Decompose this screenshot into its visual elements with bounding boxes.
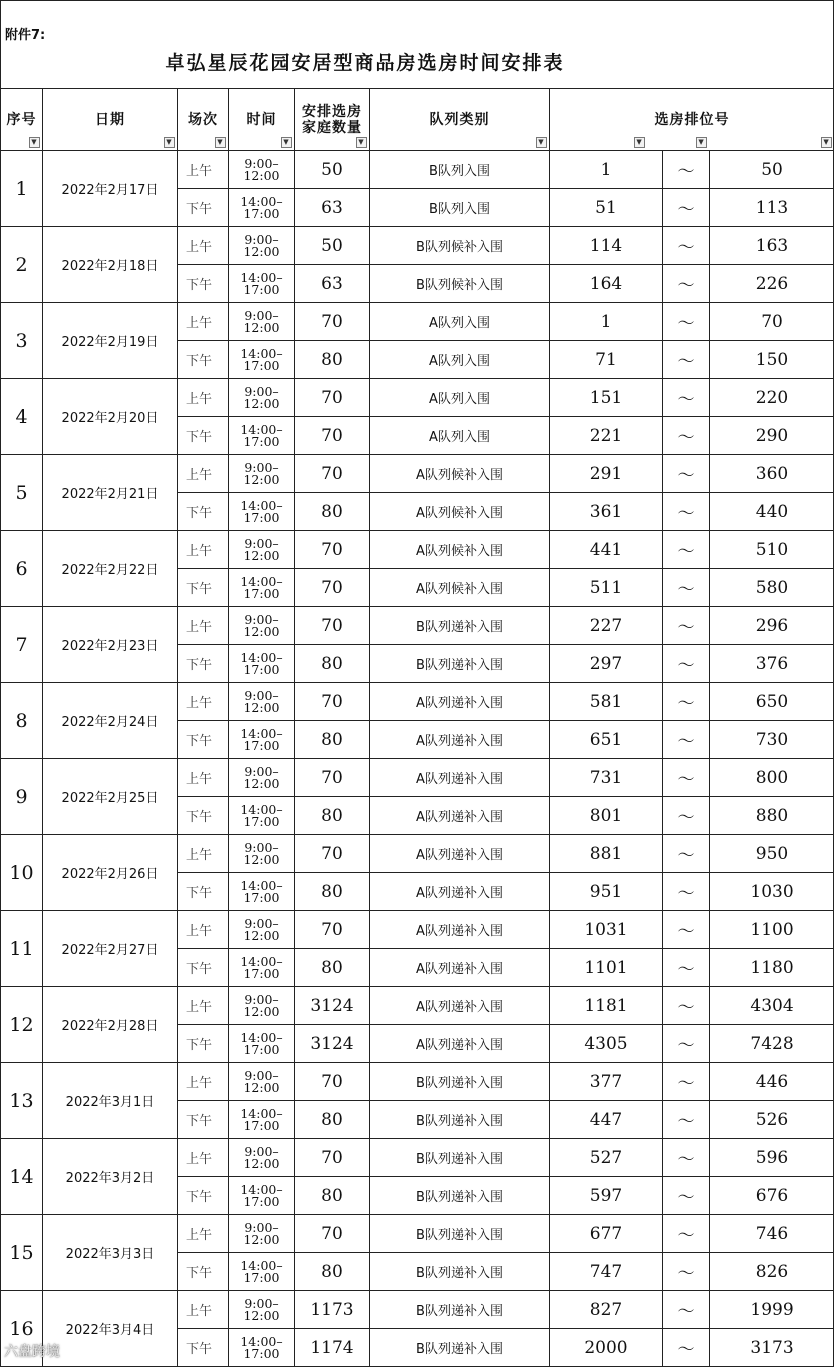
range-tilde: 〜 (663, 607, 710, 645)
time-cell: 14:00– 17:00 (229, 949, 295, 987)
filter-dropdown-icon[interactable]: ▼ (696, 137, 707, 148)
session-cell: 下午 (178, 493, 229, 531)
queue-cell: A队列递补入围 (370, 1025, 550, 1063)
range-from-cell: 1 (550, 303, 663, 341)
time-cell: 9:00– 12:00 (229, 151, 295, 189)
date-cell: 2022年2月20日 (43, 379, 178, 455)
filter-dropdown-icon[interactable]: ▼ (536, 137, 547, 148)
session-cell: 下午 (178, 1025, 229, 1063)
count-cell: 80 (295, 797, 370, 835)
range-tilde: 〜 (663, 341, 710, 379)
range-to-cell: 50 (710, 151, 834, 189)
range-from-cell: 164 (550, 265, 663, 303)
time-cell: 9:00– 12:00 (229, 1215, 295, 1253)
range-from-cell: 221 (550, 417, 663, 455)
count-cell: 70 (295, 1139, 370, 1177)
range-from-cell: 1101 (550, 949, 663, 987)
session-cell: 下午 (178, 569, 229, 607)
range-tilde: 〜 (663, 189, 710, 227)
range-tilde: 〜 (663, 1101, 710, 1139)
queue-cell: A队列递补入围 (370, 721, 550, 759)
seq-cell: 10 (1, 835, 43, 911)
time-cell: 9:00– 12:00 (229, 835, 295, 873)
date-cell: 2022年2月27日 (43, 911, 178, 987)
session-cell: 上午 (178, 303, 229, 341)
session-cell: 上午 (178, 227, 229, 265)
count-cell: 80 (295, 721, 370, 759)
range-tilde: 〜 (663, 797, 710, 835)
queue-cell: A队列候补入围 (370, 569, 550, 607)
range-from-cell: 361 (550, 493, 663, 531)
range-to-cell: 580 (710, 569, 834, 607)
time-cell: 14:00– 17:00 (229, 189, 295, 227)
date-cell: 2022年2月21日 (43, 455, 178, 531)
col-header-count: 安排选房 家庭数量 ▼ (295, 89, 370, 151)
filter-dropdown-icon[interactable]: ▼ (215, 137, 226, 148)
range-from-cell: 377 (550, 1063, 663, 1101)
range-to-cell: 730 (710, 721, 834, 759)
seq-cell: 3 (1, 303, 43, 379)
queue-cell: B队列递补入围 (370, 1215, 550, 1253)
range-tilde: 〜 (663, 1177, 710, 1215)
range-tilde: 〜 (663, 455, 710, 493)
range-to-cell: 1100 (710, 911, 834, 949)
time-cell: 14:00– 17:00 (229, 417, 295, 455)
range-to-cell: 150 (710, 341, 834, 379)
range-to-cell: 446 (710, 1063, 834, 1101)
time-cell: 9:00– 12:00 (229, 379, 295, 417)
queue-cell: B队列递补入围 (370, 645, 550, 683)
range-to-cell: 440 (710, 493, 834, 531)
count-cell: 70 (295, 759, 370, 797)
seq-cell: 14 (1, 1139, 43, 1215)
date-cell: 2022年2月26日 (43, 835, 178, 911)
time-cell: 14:00– 17:00 (229, 873, 295, 911)
range-to-cell: 290 (710, 417, 834, 455)
range-to-cell: 226 (710, 265, 834, 303)
schedule-table (0, 88, 834, 1367)
queue-cell: B队列候补入围 (370, 227, 550, 265)
range-tilde: 〜 (663, 493, 710, 531)
count-cell: 63 (295, 189, 370, 227)
range-from-cell: 747 (550, 1253, 663, 1291)
time-cell: 9:00– 12:00 (229, 607, 295, 645)
seq-cell: 11 (1, 911, 43, 987)
session-cell: 上午 (178, 151, 229, 189)
time-cell: 14:00– 17:00 (229, 1253, 295, 1291)
range-tilde: 〜 (663, 1215, 710, 1253)
session-cell: 上午 (178, 1291, 229, 1329)
date-cell: 2022年3月2日 (43, 1139, 178, 1215)
range-to-cell: 1180 (710, 949, 834, 987)
range-to-cell: 1999 (710, 1291, 834, 1329)
range-tilde: 〜 (663, 759, 710, 797)
session-cell: 下午 (178, 1101, 229, 1139)
time-cell: 9:00– 12:00 (229, 1291, 295, 1329)
queue-cell: A队列入围 (370, 379, 550, 417)
table-row (1, 379, 834, 417)
range-to-cell: 800 (710, 759, 834, 797)
range-tilde: 〜 (663, 645, 710, 683)
queue-cell: A队列候补入围 (370, 531, 550, 569)
time-cell: 9:00– 12:00 (229, 987, 295, 1025)
date-cell: 2022年2月17日 (43, 151, 178, 227)
time-cell: 9:00– 12:00 (229, 1139, 295, 1177)
queue-cell: A队列递补入围 (370, 987, 550, 1025)
range-from-cell: 2000 (550, 1329, 663, 1367)
time-cell: 14:00– 17:00 (229, 1101, 295, 1139)
table-row (1, 835, 834, 873)
count-cell: 63 (295, 265, 370, 303)
table-row (1, 607, 834, 645)
range-tilde: 〜 (663, 873, 710, 911)
range-to-cell: 526 (710, 1101, 834, 1139)
queue-cell: B队列递补入围 (370, 1177, 550, 1215)
seq-cell: 8 (1, 683, 43, 759)
seq-cell: 12 (1, 987, 43, 1063)
range-from-cell: 731 (550, 759, 663, 797)
count-cell: 80 (295, 873, 370, 911)
count-cell: 80 (295, 1253, 370, 1291)
col-header-seq: 序号 ▼ (1, 89, 43, 151)
page-title: 卓弘星辰花园安居型商品房选房时间安排表 (165, 52, 565, 74)
count-cell: 3124 (295, 1025, 370, 1063)
queue-cell: A队列入围 (370, 417, 550, 455)
range-from-cell: 951 (550, 873, 663, 911)
col-header-queue: 队列类别 ▼ (370, 89, 550, 151)
range-from-cell: 1 (550, 151, 663, 189)
range-to-cell: 296 (710, 607, 834, 645)
col-header-session: 场次 ▼ (178, 89, 229, 151)
range-tilde: 〜 (663, 949, 710, 987)
seq-cell: 13 (1, 1063, 43, 1139)
range-to-cell: 950 (710, 835, 834, 873)
range-from-cell: 597 (550, 1177, 663, 1215)
range-tilde: 〜 (663, 417, 710, 455)
range-from-cell: 441 (550, 531, 663, 569)
seq-cell: 2 (1, 227, 43, 303)
seq-cell: 16 (1, 1291, 43, 1367)
watermark-text: 六盘跨境 (4, 1344, 60, 1360)
range-tilde: 〜 (663, 911, 710, 949)
session-cell: 下午 (178, 1329, 229, 1367)
count-cell: 80 (295, 645, 370, 683)
range-tilde: 〜 (663, 227, 710, 265)
session-cell: 上午 (178, 531, 229, 569)
time-cell: 9:00– 12:00 (229, 455, 295, 493)
queue-cell: B队列递补入围 (370, 1329, 550, 1367)
range-from-cell: 677 (550, 1215, 663, 1253)
range-to-cell: 650 (710, 683, 834, 721)
queue-cell: A队列入围 (370, 341, 550, 379)
count-cell: 70 (295, 911, 370, 949)
filter-dropdown-icon[interactable]: ▼ (29, 137, 40, 148)
queue-cell: A队列递补入围 (370, 797, 550, 835)
queue-cell: B队列递补入围 (370, 1291, 550, 1329)
seq-cell: 7 (1, 607, 43, 683)
range-to-cell: 360 (710, 455, 834, 493)
queue-cell: A队列候补入围 (370, 455, 550, 493)
table-row (1, 911, 834, 949)
date-cell: 2022年2月24日 (43, 683, 178, 759)
session-cell: 下午 (178, 873, 229, 911)
time-cell: 14:00– 17:00 (229, 645, 295, 683)
table-row (1, 1215, 834, 1253)
range-tilde: 〜 (663, 265, 710, 303)
range-to-cell: 676 (710, 1177, 834, 1215)
count-cell: 70 (295, 569, 370, 607)
table-row (1, 1063, 834, 1101)
session-cell: 上午 (178, 1215, 229, 1253)
count-cell: 70 (295, 1215, 370, 1253)
date-cell: 2022年2月28日 (43, 987, 178, 1063)
seq-cell: 6 (1, 531, 43, 607)
session-cell: 下午 (178, 417, 229, 455)
range-tilde: 〜 (663, 1291, 710, 1329)
range-to-cell: 376 (710, 645, 834, 683)
session-cell: 下午 (178, 721, 229, 759)
count-cell: 70 (295, 531, 370, 569)
range-tilde: 〜 (663, 151, 710, 189)
time-cell: 9:00– 12:00 (229, 759, 295, 797)
date-cell: 2022年2月23日 (43, 607, 178, 683)
session-cell: 上午 (178, 759, 229, 797)
range-to-cell: 880 (710, 797, 834, 835)
range-tilde: 〜 (663, 835, 710, 873)
date-cell: 2022年2月25日 (43, 759, 178, 835)
col-header-date: 日期 ▼ (43, 89, 178, 151)
range-from-cell: 151 (550, 379, 663, 417)
seq-cell: 1 (1, 151, 43, 227)
date-cell: 2022年3月4日 (43, 1291, 178, 1367)
range-tilde: 〜 (663, 1063, 710, 1101)
range-tilde: 〜 (663, 379, 710, 417)
count-cell: 1173 (295, 1291, 370, 1329)
queue-cell: A队列递补入围 (370, 683, 550, 721)
table-row (1, 683, 834, 721)
date-cell: 2022年2月19日 (43, 303, 178, 379)
queue-cell: B队列递补入围 (370, 1253, 550, 1291)
session-cell: 下午 (178, 949, 229, 987)
col-header-range: 选房排位号 ▼ ▼ ▼ (550, 89, 834, 151)
range-tilde: 〜 (663, 1329, 710, 1367)
seq-cell: 5 (1, 455, 43, 531)
header-row (1, 89, 834, 151)
range-from-cell: 51 (550, 189, 663, 227)
range-from-cell: 291 (550, 455, 663, 493)
table-row (1, 227, 834, 265)
range-tilde: 〜 (663, 1025, 710, 1063)
count-cell: 70 (295, 835, 370, 873)
table-row (1, 151, 834, 189)
queue-cell: A队列递补入围 (370, 911, 550, 949)
session-cell: 上午 (178, 987, 229, 1025)
range-tilde: 〜 (663, 721, 710, 759)
filter-dropdown-icon[interactable]: ▼ (356, 137, 367, 148)
table-row (1, 303, 834, 341)
range-to-cell: 510 (710, 531, 834, 569)
range-tilde: 〜 (663, 1139, 710, 1177)
range-from-cell: 71 (550, 341, 663, 379)
time-cell: 14:00– 17:00 (229, 797, 295, 835)
range-from-cell: 581 (550, 683, 663, 721)
queue-cell: B队列递补入围 (370, 607, 550, 645)
time-cell: 9:00– 12:00 (229, 683, 295, 721)
session-cell: 下午 (178, 1253, 229, 1291)
date-cell: 2022年2月22日 (43, 531, 178, 607)
date-cell: 2022年2月18日 (43, 227, 178, 303)
range-from-cell: 297 (550, 645, 663, 683)
range-from-cell: 447 (550, 1101, 663, 1139)
range-from-cell: 801 (550, 797, 663, 835)
range-to-cell: 4304 (710, 987, 834, 1025)
range-from-cell: 4305 (550, 1025, 663, 1063)
count-cell: 70 (295, 379, 370, 417)
queue-cell: B队列候补入围 (370, 265, 550, 303)
range-to-cell: 163 (710, 227, 834, 265)
time-cell: 14:00– 17:00 (229, 341, 295, 379)
queue-cell: A队列候补入围 (370, 493, 550, 531)
count-cell: 70 (295, 683, 370, 721)
queue-cell: A队列递补入围 (370, 835, 550, 873)
range-tilde: 〜 (663, 569, 710, 607)
range-to-cell: 746 (710, 1215, 834, 1253)
queue-cell: B队列递补入围 (370, 1139, 550, 1177)
session-cell: 下午 (178, 341, 229, 379)
range-from-cell: 114 (550, 227, 663, 265)
count-cell: 70 (295, 607, 370, 645)
range-from-cell: 227 (550, 607, 663, 645)
time-cell: 14:00– 17:00 (229, 1025, 295, 1063)
time-cell: 9:00– 12:00 (229, 531, 295, 569)
range-tilde: 〜 (663, 1253, 710, 1291)
time-cell: 9:00– 12:00 (229, 1063, 295, 1101)
queue-cell: B队列递补入围 (370, 1101, 550, 1139)
table-row (1, 1291, 834, 1329)
filter-dropdown-icon[interactable]: ▼ (821, 137, 832, 148)
range-from-cell: 511 (550, 569, 663, 607)
count-cell: 70 (295, 417, 370, 455)
session-cell: 上午 (178, 683, 229, 721)
time-cell: 14:00– 17:00 (229, 265, 295, 303)
queue-cell: B队列入围 (370, 189, 550, 227)
session-cell: 下午 (178, 1177, 229, 1215)
count-cell: 3124 (295, 987, 370, 1025)
session-cell: 下午 (178, 645, 229, 683)
count-cell: 70 (295, 455, 370, 493)
time-cell: 14:00– 17:00 (229, 493, 295, 531)
col-header-time: 时间 ▼ (229, 89, 295, 151)
count-cell: 70 (295, 303, 370, 341)
time-cell: 9:00– 12:00 (229, 911, 295, 949)
range-from-cell: 1031 (550, 911, 663, 949)
queue-cell: B队列递补入围 (370, 1063, 550, 1101)
session-cell: 上午 (178, 455, 229, 493)
queue-cell: A队列入围 (370, 303, 550, 341)
range-tilde: 〜 (663, 303, 710, 341)
count-cell: 1174 (295, 1329, 370, 1367)
range-to-cell: 826 (710, 1253, 834, 1291)
schedule-body (1, 151, 834, 1367)
time-cell: 14:00– 17:00 (229, 1177, 295, 1215)
count-cell: 80 (295, 1177, 370, 1215)
date-cell: 2022年3月3日 (43, 1215, 178, 1291)
table-row (1, 531, 834, 569)
session-cell: 上午 (178, 379, 229, 417)
session-cell: 上午 (178, 607, 229, 645)
time-cell: 14:00– 17:00 (229, 569, 295, 607)
count-cell: 80 (295, 341, 370, 379)
range-to-cell: 113 (710, 189, 834, 227)
queue-cell: A队列递补入围 (370, 949, 550, 987)
seq-cell: 15 (1, 1215, 43, 1291)
time-cell: 9:00– 12:00 (229, 227, 295, 265)
count-cell: 80 (295, 493, 370, 531)
session-cell: 上午 (178, 1063, 229, 1101)
session-cell: 上午 (178, 911, 229, 949)
filter-dropdown-icon[interactable]: ▼ (281, 137, 292, 148)
range-tilde: 〜 (663, 987, 710, 1025)
range-tilde: 〜 (663, 531, 710, 569)
table-row (1, 1139, 834, 1177)
session-cell: 上午 (178, 1139, 229, 1177)
time-cell: 14:00– 17:00 (229, 721, 295, 759)
filter-dropdown-icon[interactable]: ▼ (634, 137, 645, 148)
range-from-cell: 827 (550, 1291, 663, 1329)
range-from-cell: 651 (550, 721, 663, 759)
count-cell: 80 (295, 1101, 370, 1139)
range-to-cell: 70 (710, 303, 834, 341)
range-to-cell: 220 (710, 379, 834, 417)
queue-cell: A队列递补入围 (370, 759, 550, 797)
count-cell: 80 (295, 949, 370, 987)
range-from-cell: 1181 (550, 987, 663, 1025)
count-cell: 70 (295, 1063, 370, 1101)
queue-cell: A队列递补入围 (370, 873, 550, 911)
table-row (1, 759, 834, 797)
queue-cell: B队列入围 (370, 151, 550, 189)
time-cell: 9:00– 12:00 (229, 303, 295, 341)
range-to-cell: 596 (710, 1139, 834, 1177)
range-to-cell: 1030 (710, 873, 834, 911)
range-to-cell: 7428 (710, 1025, 834, 1063)
session-cell: 下午 (178, 189, 229, 227)
filter-dropdown-icon[interactable]: ▼ (164, 137, 175, 148)
session-cell: 上午 (178, 835, 229, 873)
count-cell: 50 (295, 151, 370, 189)
seq-cell: 9 (1, 759, 43, 835)
seq-cell: 4 (1, 379, 43, 455)
date-cell: 2022年3月1日 (43, 1063, 178, 1139)
count-cell: 50 (295, 227, 370, 265)
session-cell: 下午 (178, 265, 229, 303)
range-tilde: 〜 (663, 683, 710, 721)
range-to-cell: 3173 (710, 1329, 834, 1367)
table-row (1, 455, 834, 493)
session-cell: 下午 (178, 797, 229, 835)
range-from-cell: 527 (550, 1139, 663, 1177)
time-cell: 14:00– 17:00 (229, 1329, 295, 1367)
attachment-label: 附件7: (5, 28, 46, 43)
range-from-cell: 881 (550, 835, 663, 873)
table-row (1, 987, 834, 1025)
